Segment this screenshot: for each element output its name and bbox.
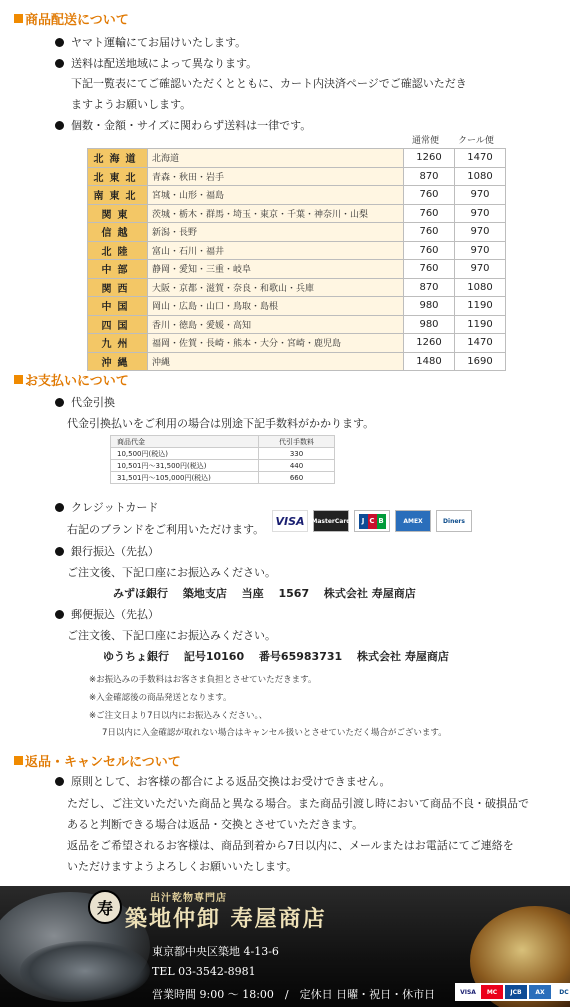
shop-subtitle: 出汁乾物専門店 [150, 893, 227, 904]
fee-amount: 10,501円～31,500円(税込) [111, 460, 259, 472]
cool-price-cell: 970 [455, 204, 506, 223]
bullet-dot-icon [55, 503, 64, 512]
region-cell: 北東北 [88, 167, 148, 186]
shipping-bullet-flat [55, 117, 311, 133]
table-row [111, 472, 335, 484]
region-cell: 南東北 [88, 186, 148, 205]
bullet-dot-icon [55, 121, 64, 130]
bullet-dot-icon [55, 547, 64, 556]
bullet-text: 送料は配送地域によって異なります。 [71, 57, 258, 70]
bank-description: ご注文後、下記口座にお振込みください。 [67, 566, 276, 579]
table-row [111, 460, 335, 472]
card-description: 右記のブランドをご利用いただけます。 [67, 523, 265, 536]
fee-value: 330 [259, 448, 335, 460]
payment-title-text: お支払いについて [25, 374, 129, 389]
shipping-rate-table [87, 148, 506, 371]
bullet-dot-icon [55, 59, 64, 68]
payment-note: ※入金確認後の商品発送となります。 [89, 693, 232, 703]
fee-value: 660 [259, 472, 335, 484]
bullet-text: 個数・金額・サイズに関わらず送料は一律です。 [71, 119, 312, 132]
prefecture-cell: 茨城・栃木・群馬・埼玉・東京・千葉・神奈川・山梨 [148, 204, 404, 223]
normal-price-cell: 870 [404, 167, 455, 186]
visa-logo-icon: VISA [460, 988, 476, 996]
amex-logo-icon: AX [529, 985, 551, 999]
cool-price-cell: 1690 [455, 352, 506, 371]
region-cell: 中部 [88, 260, 148, 279]
normal-price-cell: 760 [404, 223, 455, 242]
prefecture-cell: 青森・秋田・岩手 [148, 167, 404, 186]
footer-card-logos [455, 983, 570, 1001]
column-header-cool: クール便 [458, 136, 494, 146]
table-row [88, 167, 506, 186]
shop-logo-icon: 寿 [88, 890, 122, 924]
prefecture-cell: 大阪・京都・滋賀・奈良・和歌山・兵庫 [148, 278, 404, 297]
table-row [88, 223, 506, 242]
payment-bullet-postal [55, 606, 159, 622]
table-row [111, 448, 335, 460]
cool-price-cell: 970 [455, 223, 506, 242]
normal-price-cell: 1260 [404, 149, 455, 168]
cool-price-cell: 1080 [455, 278, 506, 297]
payment-bullet-cod [55, 394, 115, 410]
table-row [88, 297, 506, 316]
region-cell: 信越 [88, 223, 148, 242]
cool-price-cell: 970 [455, 241, 506, 260]
returns-bullet [55, 773, 390, 789]
fee-header-amount: 商品代金 [111, 436, 259, 448]
shipping-section-title [14, 9, 129, 28]
region-cell: 中国 [88, 297, 148, 316]
normal-price-cell: 760 [404, 204, 455, 223]
returns-line: あると判断できる場合は返品・交換とさせていただきます。 [67, 818, 364, 831]
diners-logo-icon: DC [559, 988, 569, 996]
bullet-text: クレジットカード [71, 501, 159, 514]
bullet-text: 代金引換 [71, 396, 115, 409]
payment-bullet-card [55, 499, 158, 515]
payment-section-title [14, 370, 129, 389]
amex-logo-icon: AMEX [395, 510, 431, 532]
returns-line: ただし、ご注文いただいた商品と異なる場合。また商品引渡し時において商品不良・破損品で [67, 797, 529, 810]
payment-note: 7日以内に入金確認が取れない場合はキャンセル扱いとさせていただく場合がございます。 [102, 728, 447, 738]
prefecture-cell: 香川・徳島・愛媛・高知 [148, 315, 404, 334]
region-cell: 四国 [88, 315, 148, 334]
bullet-dot-icon [55, 777, 64, 786]
section-marker-icon [14, 14, 23, 23]
shipping-bullet-carrier [55, 34, 246, 50]
section-marker-icon [14, 375, 23, 384]
jcb-logo-icon: JCB [505, 985, 527, 999]
cool-price-cell: 1190 [455, 315, 506, 334]
shipping-note-line: ますようお願いします。 [71, 98, 192, 111]
mastercard-logo-icon: MasterCard [313, 510, 349, 532]
cool-price-cell: 970 [455, 260, 506, 279]
table-row [88, 334, 506, 353]
prefecture-cell: 新潟・長野 [148, 223, 404, 242]
table-row [88, 278, 506, 297]
fee-value: 440 [259, 460, 335, 472]
bullet-dot-icon [55, 38, 64, 47]
normal-price-cell: 760 [404, 186, 455, 205]
fee-amount: 31,501円～105,000円(税込) [111, 472, 259, 484]
prefecture-cell: 宮城・山形・福島 [148, 186, 404, 205]
returns-section-title [14, 751, 181, 770]
card-brand-logos [272, 510, 472, 532]
bank-account-info: みずほ銀行 築地支店 当座 1567 株式会社 寿屋商店 [113, 587, 416, 600]
normal-price-cell: 870 [404, 278, 455, 297]
region-cell: 北陸 [88, 241, 148, 260]
normal-price-cell: 980 [404, 315, 455, 334]
shop-name: 築地仲卸 寿屋商店 [125, 906, 327, 932]
bullet-text: 原則として、お客様の都合による返品交換はお受けできません。 [71, 775, 391, 788]
table-row [88, 241, 506, 260]
region-cell: 沖縄 [88, 352, 148, 371]
normal-price-cell: 760 [404, 241, 455, 260]
visa-logo-icon: VISA [272, 510, 308, 532]
mastercard-logo-icon: MC [481, 985, 503, 999]
cool-price-cell: 1470 [455, 149, 506, 168]
returns-line: 返品をご希望されるお客様は、商品到着から7日以内に、メールまたはお電話にてご連絡を [67, 839, 514, 852]
shipping-title-text: 商品配送について [25, 13, 129, 28]
payment-note: ※お振込みの手数料はお客さま負担とさせていただきます。 [89, 675, 317, 685]
cool-price-cell: 1080 [455, 167, 506, 186]
dried-fish-image [20, 941, 150, 1001]
table-row [88, 186, 506, 205]
shipping-bullet-fee [55, 55, 257, 71]
postal-description: ご注文後、下記口座にお振込みください。 [67, 629, 276, 642]
bullet-dot-icon [55, 610, 64, 619]
shop-phone: TEL 03-3542-8981 [152, 965, 256, 978]
normal-price-cell: 980 [404, 297, 455, 316]
fee-amount: 10,500円(税込) [111, 448, 259, 460]
shipping-note-line: 下記一覧表にてご確認いただくとともに、カート内決済ページでご確認いただき [71, 77, 467, 90]
section-marker-icon [14, 756, 23, 765]
cool-price-cell: 1470 [455, 334, 506, 353]
bullet-text: ヤマト運輸にてお届けいたします。 [71, 36, 247, 49]
table-row [88, 204, 506, 223]
postal-account-info: ゆうちょ銀行 記号10160 番号65983731 株式会社 寿屋商店 [103, 650, 449, 663]
prefecture-cell: 福岡・佐賀・長崎・熊本・大分・宮崎・鹿児島 [148, 334, 404, 353]
prefecture-cell: 北海道 [148, 149, 404, 168]
returns-title-text: 返品・キャンセルについて [25, 755, 181, 770]
cool-price-cell: 1190 [455, 297, 506, 316]
jcb-logo-icon: J C B [354, 510, 390, 532]
cod-description: 代金引換払いをご利用の場合は別途下記手数料がかかります。 [67, 417, 375, 430]
prefecture-cell: 静岡・愛知・三重・岐阜 [148, 260, 404, 279]
bullet-dot-icon [55, 398, 64, 407]
table-row [88, 149, 506, 168]
shop-address: 東京都中央区築地 4-13-6 [152, 945, 279, 958]
diners-logo-icon: Diners [436, 510, 472, 532]
shop-hours: 営業時間 9:00 ～ 18:00 / 定休日 日曜・祝日・休市日 [152, 988, 436, 1001]
table-row [88, 352, 506, 371]
prefecture-cell: 岡山・広島・山口・鳥取・島根 [148, 297, 404, 316]
normal-price-cell: 1260 [404, 334, 455, 353]
cod-fee-table [110, 435, 335, 484]
table-row [88, 315, 506, 334]
column-header-normal: 通常便 [412, 136, 440, 146]
prefecture-cell: 富山・石川・福井 [148, 241, 404, 260]
table-row [111, 436, 335, 448]
region-cell: 関西 [88, 278, 148, 297]
cool-price-cell: 970 [455, 186, 506, 205]
region-cell: 関東 [88, 204, 148, 223]
normal-price-cell: 760 [404, 260, 455, 279]
payment-note: ※ご注文日より7日以内にお振込みください。、 [89, 711, 268, 721]
normal-price-cell: 1480 [404, 352, 455, 371]
returns-line: いただけますようよろしくお願いいたします。 [67, 860, 298, 873]
bullet-text: 銀行振込（先払） [71, 545, 159, 558]
region-cell: 九州 [88, 334, 148, 353]
fee-header-fee: 代引手数料 [259, 436, 335, 448]
table-row [88, 260, 506, 279]
bullet-text: 郵便振込（先払） [71, 608, 159, 621]
prefecture-cell: 沖縄 [148, 352, 404, 371]
payment-bullet-bank [55, 543, 159, 559]
region-cell: 北海道 [88, 149, 148, 168]
